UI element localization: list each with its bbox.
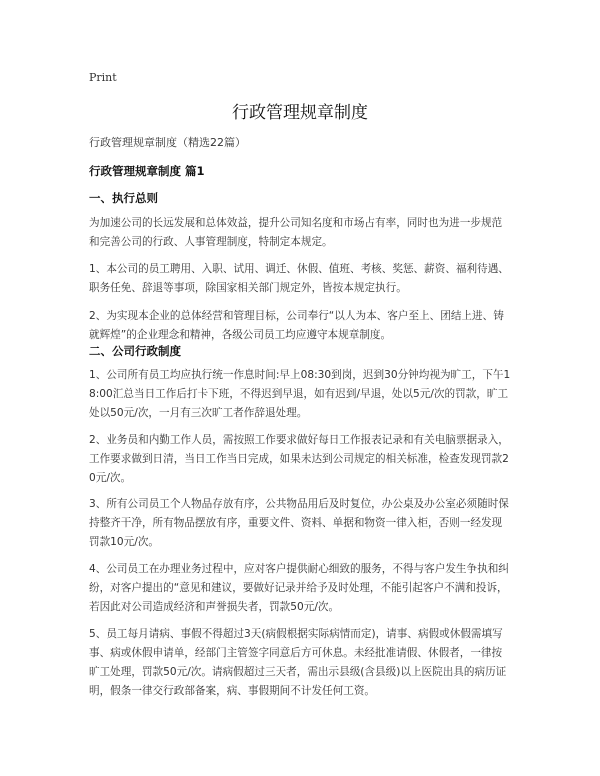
section-heading-general: 一、执行总则 <box>89 191 158 205</box>
document-title: 行政管理规章制度 <box>232 103 368 123</box>
paragraph: 2、为实现本企业的总体经营和管理目标，公司奉行“以人为本、客户至上、团结上进、铸就辉煌”的企业理念和精神，各级公司员工均应遵守本规章制度。 <box>89 310 504 341</box>
paragraph: 1、公司所有员工均应执行统一作息时间:早上08:30到岗，迟到30分钟均视为旷工，下午18:00汇总当日工作后打卡下班，不得迟到早退，如有迟到/早退，处以5元/次的罚款，旷工处以50元/次，一月有三次旷工者作辞退处理。 <box>89 369 511 419</box>
paragraph: 为加速公司的长远发展和总体效益，提升公司知名度和市场占有率，同时也为进一步规范和完善公司的行政、人事管理制度，特制定本规定。 <box>89 217 503 248</box>
paragraph: 1、本公司的员工聘用、入职、试用、调迁、休假、值班、考核、奖惩、薪资、福利待遇、职务任免、辞退等事项，除国家相关部门规定外，皆按本规定执行。 <box>89 263 509 294</box>
document-subtitle: 行政管理规章制度（精选22篇） <box>89 136 246 149</box>
paragraph: 2、业务员和内勤工作人员，需按照工作要求做好每日工作报表记录和有关电脑票据录入，工作要求做到日清，当日工作当日完成，如果未达到公司规定的相关标准，检查发现罚款20元/次。 <box>89 434 509 484</box>
paragraph: 5、员工每月请病、事假不得超过3天(病假根据实际病情而定)，请事、病假或休假需填写事、病或休假申请单，经部门主管签字同意后方可休息。未经批准请假、休假者，一律按旷工处理，罚款50元/次。请病假超过三天者，需出示县级(含县级)以上医院出具的病历证明，假条一律交行政部备案，病、事假期间不计发任何工资。 <box>89 628 507 697</box>
paragraph: 3、所有公司员工个人物品存放有序，公共物品用后及时复位，办公桌及办公室必须随时保持整齐干净，所有物品摆放有序，重要文件、资料、单据和物资一律入柜，否则一经发现罚款10元/次。 <box>89 498 509 548</box>
print-link[interactable]: Print <box>89 71 117 84</box>
section-heading-admin: 二、公司行政制度 <box>89 344 181 358</box>
paragraph: 4、公司员工在办理业务过程中，应对客户提供耐心细致的服务，不得与客户发生争执和纠纷，对客户提出的“意见和建议，要做好记录并给予及时处理，不能引起客户不满和投诉，若因此对公司造成经济和声誉损失者，罚款50元/次。 <box>89 563 509 613</box>
part-heading: 行政管理规章制度 篇1 <box>89 164 205 178</box>
